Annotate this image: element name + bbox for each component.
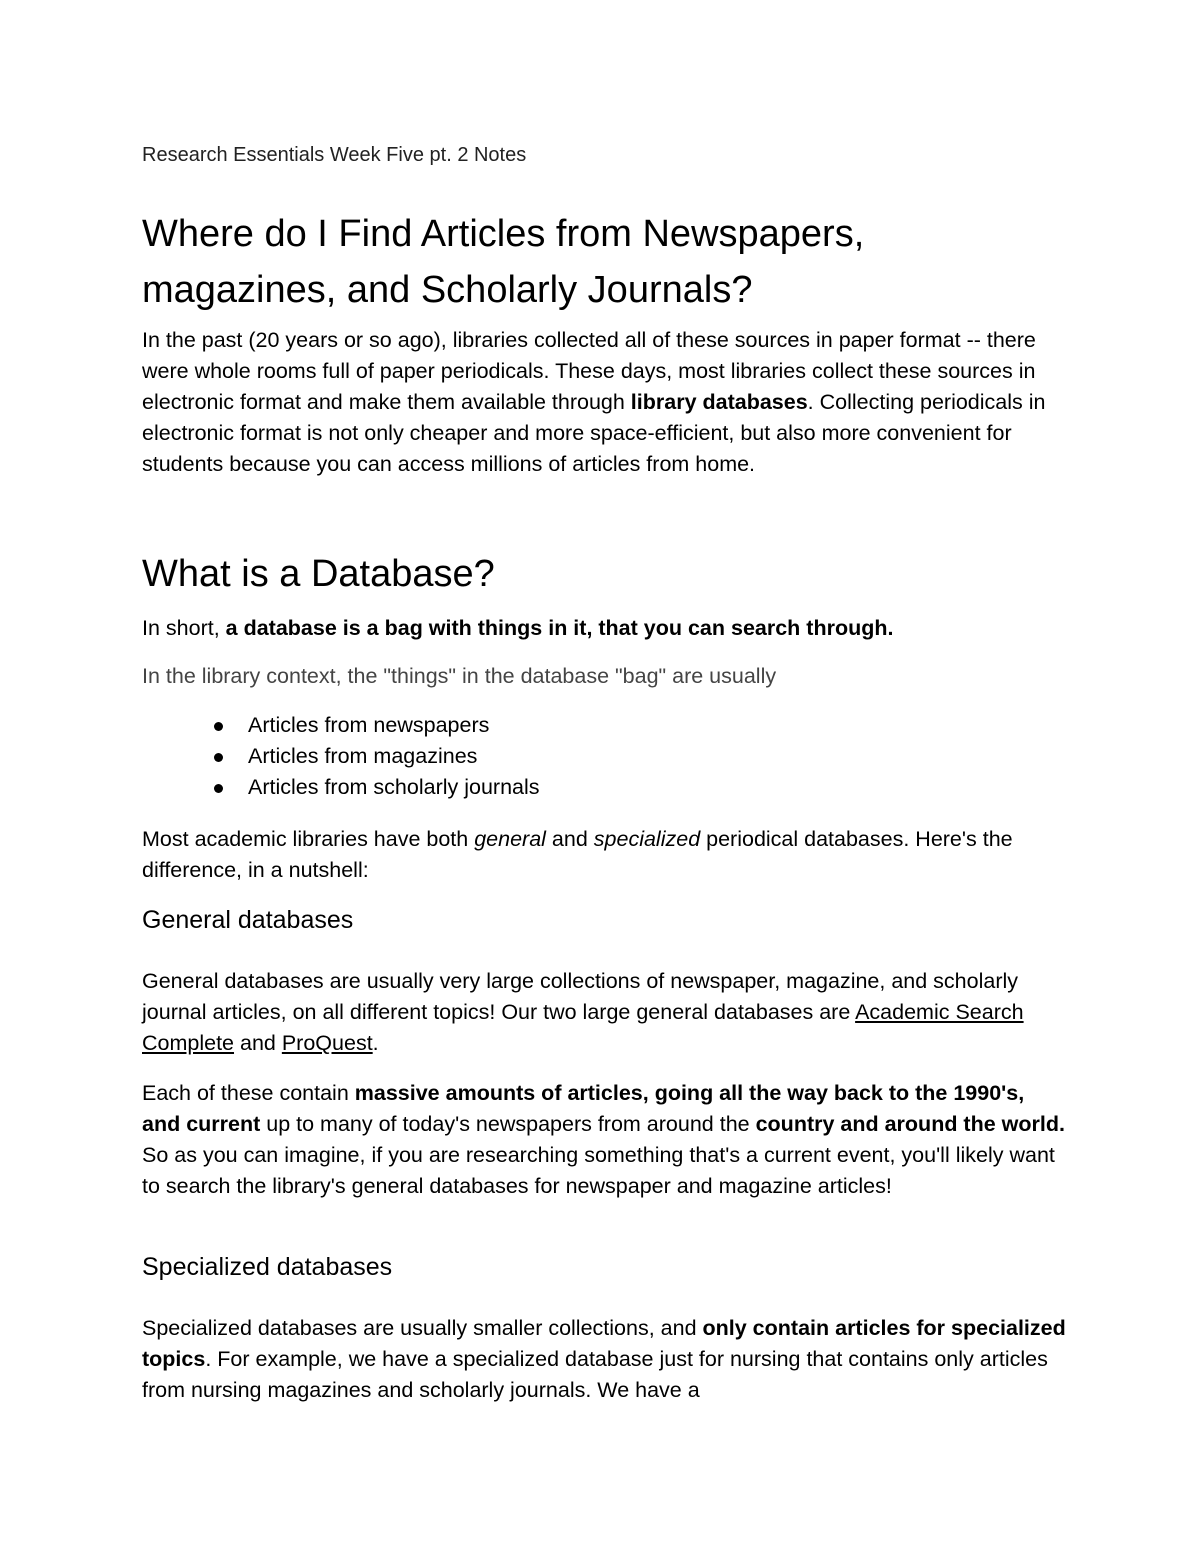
text: up to many of today's newspapers from around the <box>260 1112 756 1136</box>
subheading-specialized-databases: Specialized databases <box>142 1253 393 1281</box>
heading-line-1: Where do I Find Articles from Newspapers, <box>142 213 865 255</box>
list-item <box>210 741 540 772</box>
bullet-icon <box>214 784 223 793</box>
section-heading-find-articles <box>142 206 1082 318</box>
list-item-label: Articles from magazines <box>248 744 478 768</box>
text: In the past (20 years or so ago), libraries collected all of these sources in paper format -- there were whole rooms full of paper periodicals. These days, most libraries collect these sources in electronic format and make them available through <box>142 328 1036 414</box>
paragraph-library-context: In the library context, the "things" in the database "bag" are usually <box>142 664 777 688</box>
italic-text: specialized <box>593 827 701 851</box>
text: . For example, we have a specialized database just for nursing that contains only articles from nursing magazines and scholarly journals. We have a <box>142 1347 1048 1402</box>
list-item <box>210 772 540 803</box>
bold-text: a database is a bag with things in it, that you can search through. <box>225 616 894 640</box>
bold-text: only contain articles for specialized topics <box>142 1316 1066 1371</box>
paragraph-general-vs-specialized <box>142 824 1067 886</box>
bullet-icon <box>214 722 223 731</box>
bold-text: massive amounts of articles, going all the way back to the 1990's, and current <box>142 1081 1025 1136</box>
paragraph-general-contents <box>142 1078 1067 1202</box>
text: . <box>372 1031 379 1055</box>
paragraph-database-definition <box>142 613 1067 644</box>
subheading-general-databases: General databases <box>142 906 354 934</box>
bold-text: library databases <box>630 390 808 414</box>
text: Specialized databases are usually smaller collections, and <box>142 1316 703 1340</box>
text: and <box>234 1031 282 1055</box>
paragraph-past-libraries <box>142 325 1067 480</box>
document-title: Research Essentials Week Five pt. 2 Notes <box>142 144 527 166</box>
heading-line-2: magazines, and Scholarly Journals? <box>142 269 753 311</box>
section-heading-what-is-database: What is a Database? <box>142 553 495 595</box>
text: Each of these contain <box>142 1081 355 1105</box>
link-academic-search-complete[interactable]: Academic Search Complete <box>142 1000 1024 1055</box>
text: and <box>545 827 594 851</box>
paragraph-general-databases <box>142 966 1067 1059</box>
bold-text: country and around the world. <box>755 1112 1065 1136</box>
text: So as you can imagine, if you are researching something that's a current event, you'll likely want to search the library's general databases for newspaper and magazine articles! <box>142 1143 1055 1198</box>
bullet-list-article-types <box>210 710 540 803</box>
list-item-label: Articles from newspapers <box>248 713 490 737</box>
text: periodical databases. Here's the difference, in a nutshell: <box>142 827 1013 882</box>
list-item-label: Articles from scholarly journals <box>248 775 540 799</box>
text: In short, <box>142 616 226 640</box>
text: . Collecting periodicals in electronic format is not only cheaper and more space-efficient, but also more convenient for students because you can access millions of articles from home. <box>142 390 1046 476</box>
text: General databases are usually very large collections of newspaper, magazine, and scholarly journal articles, on all different topics! Our two large general databases are <box>142 969 1019 1024</box>
list-item <box>210 710 540 741</box>
italic-text: general <box>474 827 546 851</box>
text: Most academic libraries have both <box>142 827 475 851</box>
paragraph-specialized-databases <box>142 1313 1067 1406</box>
link-proquest[interactable]: ProQuest <box>281 1031 373 1055</box>
bullet-icon <box>214 753 223 762</box>
